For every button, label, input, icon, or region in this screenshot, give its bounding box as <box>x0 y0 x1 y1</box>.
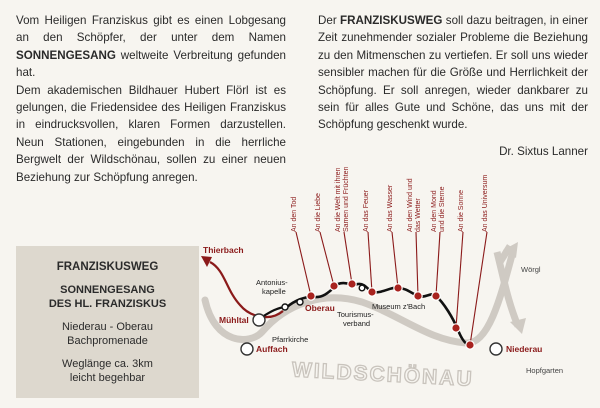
info-length: Weglänge ca. 3km leicht begehbar <box>62 357 153 384</box>
intro-paragraph-1: Vom Heiligen Franziskus gibt es einen Lobgesang an den Schöpfer, der unter dem Namen SONNENGESANG weltweite Verbreitung gefunden hat. <box>16 14 286 80</box>
station-label-4: An das Feuer <box>363 189 370 232</box>
station-dot-8 <box>452 324 460 332</box>
station-dot-3 <box>348 280 356 288</box>
author-signature: Dr. Sixtus Lanner <box>499 144 588 158</box>
niederau-circle <box>490 343 502 355</box>
station-dot-4 <box>368 288 376 296</box>
station-label-3: An die Welt mit ihrenSamen und Früchten <box>335 166 350 232</box>
purpose-paragraph: Der FRANZISKUSWEG soll dazu beitragen, in einer Zeit zunehmender sozialer Probleme die Beziehung zu den Mitmenschen zu vertiefen. Er soll uns wieder sensibler machen für die Größe und Herrlichkeit der Schöpfung. Er soll anregen, wieder dankbarer zu sein für alles Gute und Schöne, das uns mit der Schöpfung geschenkt wurde. <box>318 14 588 132</box>
station-dot-1 <box>307 292 315 300</box>
region-label: WILDSCHÖNAU <box>291 358 475 391</box>
station-label-8: An die Sonne <box>458 189 465 232</box>
pfarrkirche-label: Pfarrkirche <box>272 335 309 344</box>
station-label-6: An den Wind unddas Wetter <box>407 178 422 232</box>
muehltal-circle <box>253 314 265 326</box>
info-route: Niederau - Oberau Bachpromenade <box>61 320 154 347</box>
info-title: FRANZISKUSWEG <box>56 261 159 273</box>
antoniuskapelle-dot <box>282 304 288 310</box>
thierbach-label: Thierbach <box>203 245 244 255</box>
pfarrkirche-dot <box>297 299 303 305</box>
station-label-2: An die Liebe <box>315 193 322 232</box>
woergl-label: Wörgl <box>521 265 541 274</box>
niederau-label: Niederau <box>506 344 543 354</box>
station-dot-2 <box>330 282 338 290</box>
info-subtitle: SONNENGESANG DES HL. FRANZISKUS <box>48 283 167 310</box>
station-dot-5 <box>394 284 402 292</box>
oberau-label: Oberau <box>305 303 335 313</box>
auffach-label: Auffach <box>256 344 288 354</box>
tourismusverband-label: Tourismus- verband <box>337 310 374 328</box>
station-labels <box>291 167 489 232</box>
sonnengesang-highlight: SONNENGESANG <box>16 48 116 62</box>
station-dot-9 <box>466 341 474 349</box>
station-dot-7 <box>432 292 440 300</box>
museum-dot <box>359 285 365 291</box>
station-label-7: An den Mondund die Sterne <box>431 186 446 232</box>
franziskusweg-highlight: FRANZISKUSWEG <box>340 14 443 27</box>
station-dot-6 <box>414 292 422 300</box>
hopfgarten-label: Hopfgarten <box>526 366 564 375</box>
antoniuskapelle-label: Antonius- kapelle <box>256 278 288 296</box>
station-label-5: An das Wasser <box>387 184 394 232</box>
valley-road <box>205 255 512 343</box>
auffach-circle <box>241 343 253 355</box>
muehltal-label: Mühltal <box>219 315 249 325</box>
intro-paragraph-2: Dem akademischen Bildhauer Hubert Flörl ist es gelungen, die Friedensidee des Heiligen Franziskus in eindrucksvollen, klaren Formen darzustellen. Neun Stationen, eingebunden in die herrliche Bergwelt der Wildschönau, sollen zu einer neuen Beziehung zur Schöpfung anregen. <box>16 83 286 184</box>
station-label-1: An den Tod <box>291 196 298 232</box>
station-label-9: An das Universum <box>482 174 489 232</box>
museum-label: Museum z'Bach <box>372 302 426 311</box>
